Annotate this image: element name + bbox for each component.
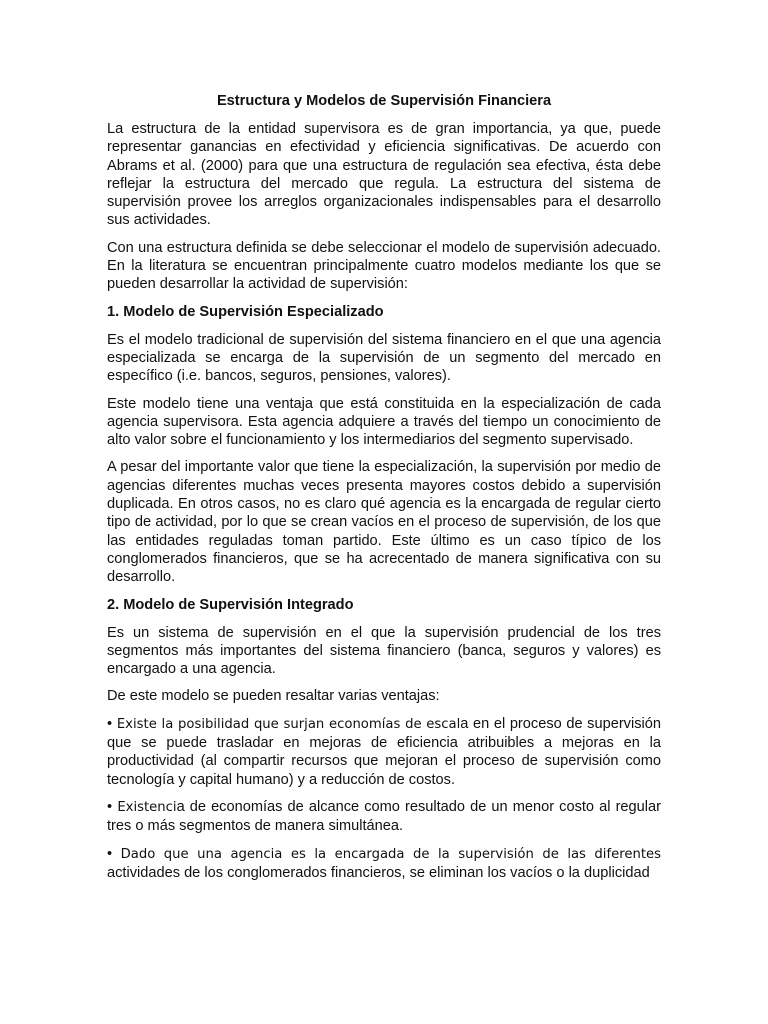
intro-paragraph-2: Con una estructura definida se debe seleccionar el modelo de supervisión adecuado. En la literatura se encuentran principalmente cuatro modelos mediante los que se pueden desarrollar la actividad de supervisión: [107,239,661,293]
bullet-text: a en el proceso de supervisión que se puede trasladar en mejoras de eficiencia atribuibles a mejoras en la productividad (al compartir recursos que mejoran el proceso de supervisión como tecnología y capital humano) y a reducción de costos. [107,715,661,788]
bullet-text-alt: Dado que una agencia es la encargada de la supervisión de las diferentes [112,846,661,862]
section-1-paragraph-2: Este modelo tiene una ventaja que está constituida en la especialización de cada agencia supervisora. Esta agencia adquiere a través del tiempo un conocimiento de alto valor sobre el funcionamiento y los intermediarios del segmento supervisado. [107,395,661,449]
document-body [107,92,661,891]
bullet-text: actividades de los conglomerados financieros, se eliminan los vacíos o la duplicidad [107,864,650,881]
section-1-paragraph-1: Es el modelo tradicional de supervisión del sistema financiero en el que una agencia especializada se encarga de la supervisión de un segmento del mercado en específico (i.e. bancos, seguros, pensiones, valores). [107,331,661,385]
section-2-paragraph-2: De este modelo se pueden resaltar varias ventajas: [107,688,440,705]
bullet-marker: • [107,798,113,815]
section-1-heading: 1. Modelo de Supervisión Especializado [107,303,384,320]
document-title: Estructura y Modelos de Supervisión Financiera [216,93,552,109]
bullet-text: a de economías de alcance como resultado de un menor costo al regular tres o más segmentos de manera simultánea. [107,798,661,835]
advantage-bullet-3 [107,845,661,883]
bullet-text-alt: Existenci [112,799,177,815]
bullet-marker: • [107,715,113,732]
bullet-text-alt: Existe la posibilidad que surjan economías de escal [112,716,461,732]
advantage-bullet-2 [107,798,661,836]
section-1-paragraph-3: A pesar del importante valor que tiene la especialización, la supervisión por medio de agencias diferentes muchas veces presenta mayores costos debido a supervisión duplicada. En otros casos, no es claro qué agencia es la encargada de regular cierto tipo de actividad, por lo que se crean vacíos en el proceso de supervisión, de los que las entidades reguladas toman partido. Este último es un caso típico de los conglomerados financieros, que se ha acrecentado de manera significativa con su desarrollo. [107,459,661,586]
section-2-heading: 2. Modelo de Supervisión Integrado [107,596,354,613]
advantage-bullet-1 [107,715,661,789]
bullet-marker: • [107,845,113,862]
section-2-paragraph-1: Es un sistema de supervisión en el que la supervisión prudencial de los tres segmentos más importantes del sistema financiero (banca, seguros y valores) es encargado a una agencia. [107,624,661,678]
intro-paragraph-1: La estructura de la entidad supervisora es de gran importancia, ya que, puede representar ganancias en efectividad y eficiencia significativas. De acuerdo con Abrams et al. (2000) para que una estructura de regulación sea efectiva, ésta debe reflejar la estructura del mercado que regula. La estructura del sistema de supervisión provee los arreglos organizacionales indispensables para el desarrollo sus actividades. [107,121,661,229]
